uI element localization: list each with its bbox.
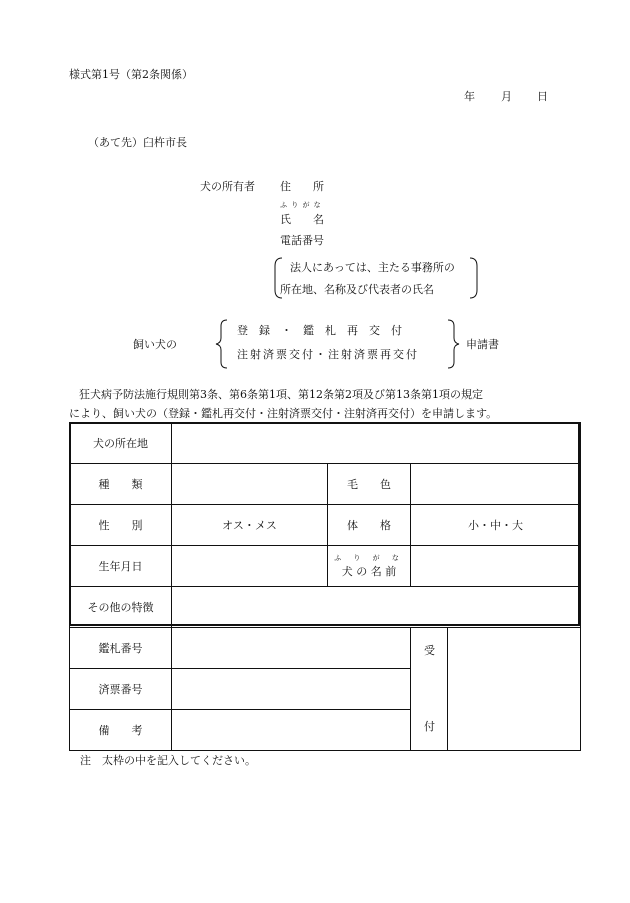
receipt-bottom-char: 付 <box>424 720 435 733</box>
size-label: 体 格 <box>328 505 411 546</box>
tag-number-field[interactable] <box>172 628 411 669</box>
remarks-label: 備 考 <box>70 710 172 751</box>
birth-label: 生年月日 <box>70 546 172 587</box>
form-number: 様式第1号（第2条関係） <box>69 68 193 81</box>
owner-label: 犬の所有者 <box>200 180 255 193</box>
owner-phone-label: 電話番号 <box>280 234 324 247</box>
birth-field[interactable] <box>172 546 328 587</box>
date-year: 年 <box>464 90 475 103</box>
location-field[interactable] <box>172 423 581 464</box>
breed-field[interactable] <box>172 464 328 505</box>
coat-label: 毛 色 <box>328 464 411 505</box>
application-suffix: 申請書 <box>466 338 499 351</box>
table-row <box>70 628 581 669</box>
dog-name-furigana: ふ り が な <box>334 553 404 562</box>
table-row <box>70 587 581 628</box>
dog-name-field[interactable] <box>411 546 581 587</box>
receipt-top-char: 受 <box>424 644 435 657</box>
size-options[interactable]: 小・中・大 <box>411 505 581 546</box>
owner-furigana-label: ふ り が な <box>280 201 322 209</box>
remarks-field[interactable] <box>172 710 411 751</box>
location-label: 犬の所在地 <box>70 423 172 464</box>
corp-note-line1: 法人にあっては、主たる事務所の <box>290 261 455 274</box>
table-row <box>70 423 581 464</box>
owner-name-label: 氏 名 <box>280 213 324 226</box>
owner-address-label: 住 所 <box>280 180 324 193</box>
features-label: その他の特徴 <box>70 587 172 628</box>
table-row <box>70 464 581 505</box>
breed-label: 種 類 <box>70 464 172 505</box>
coat-field[interactable] <box>411 464 581 505</box>
application-option-registration: 登 録 ・ 鑑 札 再 交 付 <box>237 324 402 337</box>
body-text-line1: 狂犬病予防法施行規則第3条、第6条第1項、第12条第2項及び第13条第1項の規定 <box>79 388 483 401</box>
application-table <box>69 422 581 751</box>
date-day: 日 <box>537 90 548 103</box>
receipt-label <box>411 628 448 751</box>
tag-number-label: 鑑札番号 <box>70 628 172 669</box>
table-row <box>70 505 581 546</box>
addressee: （あて先）臼杵市長 <box>88 136 187 149</box>
dog-name-text: 犬 の 名 前 <box>341 564 397 578</box>
sex-options[interactable]: オス・メス <box>172 505 328 546</box>
sex-label: 性 別 <box>70 505 172 546</box>
application-option-injection: 注射済票交付・注射済票再交付 <box>237 348 419 361</box>
application-prefix: 飼い犬の <box>133 338 177 351</box>
date-month: 月 <box>501 90 512 103</box>
dog-name-label <box>328 546 411 587</box>
ticket-number-label: 済票番号 <box>70 669 172 710</box>
footnote: 注 太枠の中を記入してください。 <box>80 754 256 767</box>
corp-note-line2: 所在地、名称及び代表者の氏名 <box>280 283 434 296</box>
features-field[interactable] <box>172 587 581 628</box>
table-row <box>70 546 581 587</box>
body-text-line2: により、飼い犬の（登録・鑑札再交付・注射済票交付・注射済再交付）を申請します。 <box>69 407 498 420</box>
receipt-stamp-area[interactable] <box>448 628 581 751</box>
ticket-number-field[interactable] <box>172 669 411 710</box>
